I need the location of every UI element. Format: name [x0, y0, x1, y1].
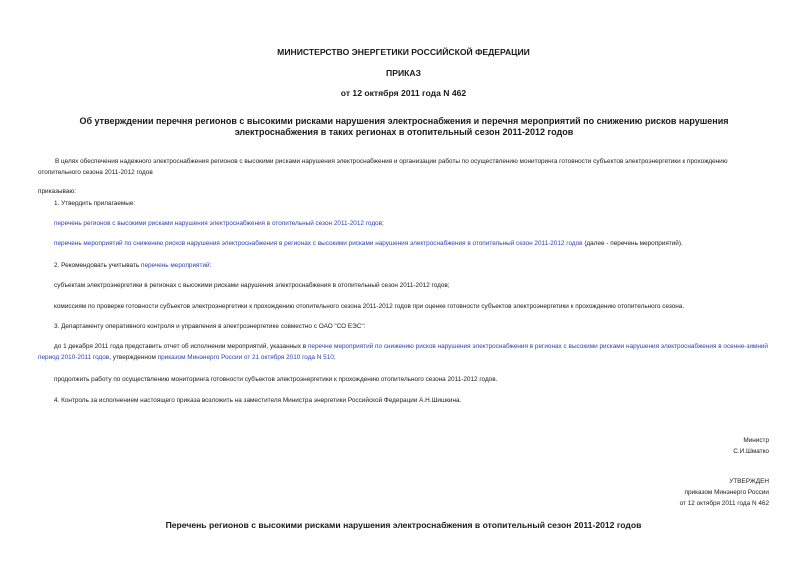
item-4: 4. Контроль за исполнением настоящего приказа возложить на заместителя Министра энергетики Российской Федерации А.Н.Шишкина. [54, 397, 462, 404]
item-3a [38, 341, 768, 363]
order-word: приказываю: [38, 188, 76, 195]
item-1-text: 1. Утвердить прилагаемые: [54, 200, 136, 207]
item-2a: субъектам электроэнергетики в регионах с высокими рисками нарушения электроснабжения в отопительный сезон 2011-2012 годов; [54, 282, 450, 289]
approval-line-3: от 12 октября 2011 года N 462 [679, 500, 769, 507]
approval-line-1: УТВЕРЖДЕН [729, 478, 769, 485]
link-order-510[interactable]: приказом Минэнерго России от 21 октября 2010 года N 510 [157, 354, 334, 361]
item-3a-prefix: до 1 декабря 2011 года представить отчет об исполнении мероприятий, указанных в [54, 343, 308, 350]
approval-line-2: приказом Минэнерго России [684, 489, 769, 496]
item-2b: комиссиям по проверке готовности субъектов электроэнергетики к прохождению отопительного сезона 2011-2012 годов при оценке готовности субъектов электроэнергетики к прохождению отопительного сезона. [54, 303, 685, 310]
item-2-prefix: 2. Рекомендовать учитывать [54, 262, 141, 269]
doc-date-number: от 12 октября 2011 года N 462 [340, 88, 467, 98]
signature-position: Министр [743, 437, 769, 444]
preamble-paragraph: В целях обеспечения надежного электроснабжения регионов с высокими рисками нарушения электроснабжения и организации работы по осуществлению мониторинга готовности субъектов электроэнергетики к прохождению отопительного сезона 2011-2012 годов [38, 158, 728, 176]
link-regions-list[interactable]: перечень регионов с высокими рисками нарушения электроснабжения в отопительный сезон 2011-2012 годов [54, 220, 383, 227]
item-2-suffix: : [209, 262, 212, 269]
ministry-heading: МИНИСТЕРСТВО ЭНЕРГЕТИКИ РОССИЙСКОЙ ФЕДЕРАЦИИ [277, 47, 530, 57]
doc-type-heading: ПРИКАЗ [386, 68, 421, 78]
item-2 [54, 260, 211, 271]
item-3a-mid: , утвержденном [109, 354, 158, 361]
item-3b: продолжить работу по осуществлению мониторинга готовности субъектов электроэнергетики к прохождению отопительного сезона 2011-2012 годов. [54, 376, 498, 383]
link-2010-measures[interactable]: перечне мероприятий по снижению рисков нарушения электроснабжения в регионах с высокими рисками нарушения электроснабжения в осенне-зимний период 2010-2011 годов [38, 343, 768, 361]
link-measures-list[interactable]: перечень мероприятий по снижению рисков нарушения электроснабжения в регионах с высокими рисками нарушения электроснабжения в отопительный сезон 2011-2012 годов [54, 240, 583, 247]
item-1a-separator: ; [382, 220, 384, 227]
item-3a-suffix: ; [333, 354, 336, 361]
signature-name: С.И.Шматко [733, 448, 769, 455]
item-3: 3. Департаменту оперативного контроля и управления в электроэнергетике совместно с ОАО "СО ЕЭС": [54, 323, 366, 330]
item-1b [54, 238, 683, 249]
item-1a [54, 218, 384, 229]
link-measures-ref[interactable]: перечень мероприятий [140, 262, 210, 269]
document-title: Об утверждении перечня регионов с высокими рисками нарушения электроснабжения и перечня мероприятий по снижению рисков нарушения электроснабжения в таких регионах в отопительный сезон 2011-2012 годов [79, 116, 729, 137]
annex-title: Перечень регионов с высокими рисками нарушения электроснабжения в отопительный сезон 2011-2012 годов [165, 520, 642, 530]
item-1b-suffix: (далее - перечень мероприятий). [582, 240, 683, 247]
